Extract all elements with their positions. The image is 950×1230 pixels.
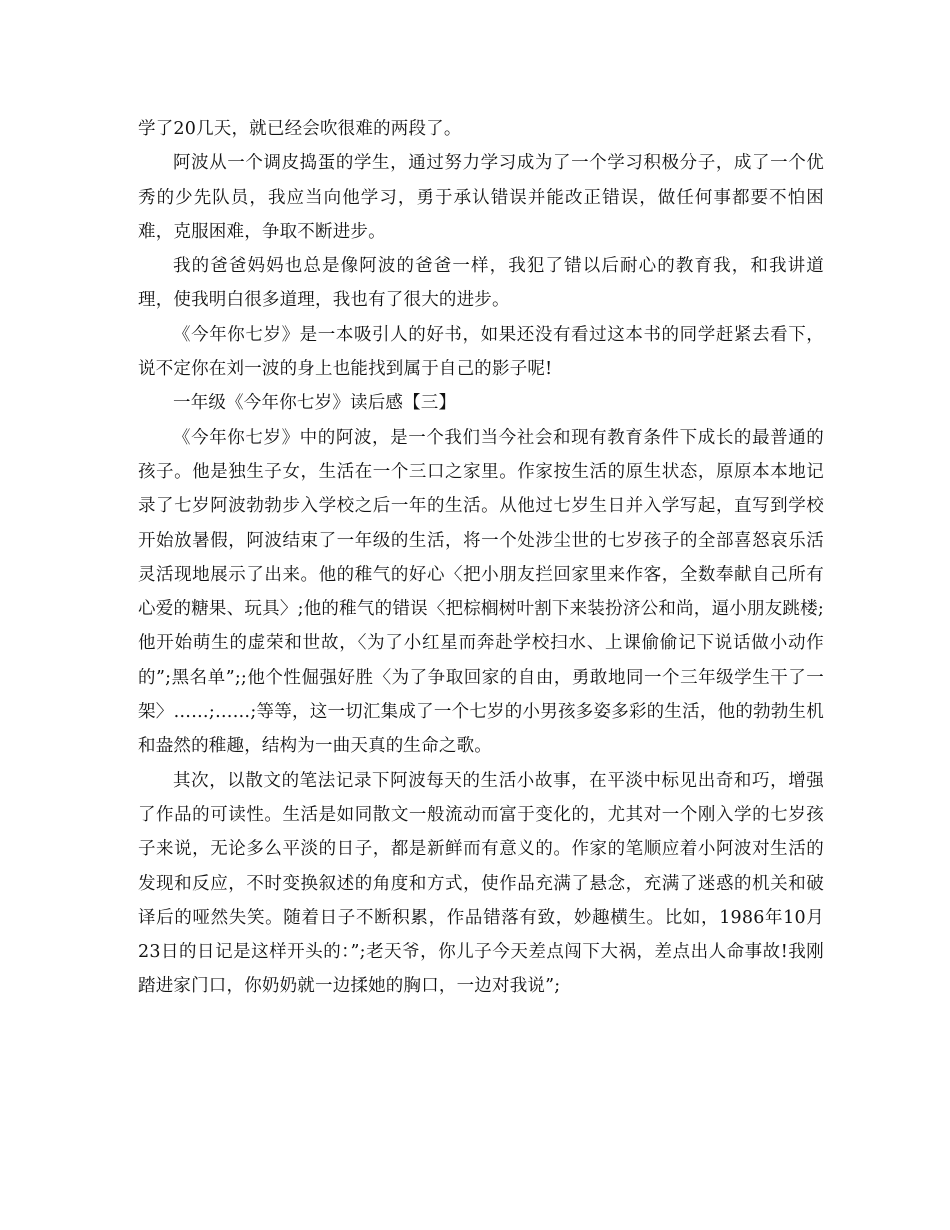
paragraph: 其次，以散文的笔法记录下阿波每天的生活小故事，在平淡中标见出奇和巧，增强了作品的可读性。生活是如同散文一般流动而富于变化的，尤其对一个刚入学的七岁孩子来说，无论多么平淡的日子，都是新鲜而有意义的。作家的笔顺应着小阿波对生活的发现和反应，不时变换叙述的角度和方式，使作品充满了悬念，充满了迷惑的机关和破译后的哑然失笑。随着日子不断积累，作品错落有致，妙趣横生。比如，1986年10月23日的日记是这样开头的：”;老天爷，你儿子今天差点闯下大祸，差点出人命事故!我刚踏进家门口，你奶奶就一边揉她的胸口，一边对我说”; <box>138 770 824 997</box>
paragraph: 我的爸爸妈妈也总是像阿波的爸爸一样，我犯了错以后耐心的教育我，和我讲道理，使我明白很多道理，我也有了很大的进步。 <box>138 256 824 311</box>
document-body <box>138 112 824 1004</box>
section-heading: 一年级《今年你七岁》读后感【三】 <box>173 393 457 414</box>
paragraph-continued: 学了20几天，就已经会吹很难的两段了。 <box>138 119 462 139</box>
paragraph: 《今年你七岁》是一本吸引人的好书，如果还没有看过这本书的同学赶紧去看下，说不定你在刘一波的身上也能找到属于自己的影子呢! <box>138 324 824 380</box>
paragraph: 阿波从一个调皮捣蛋的学生，通过努力学习成为了一个学习积极分子，成了一个优秀的少先队员，我应当向他学习，勇于承认错误并能改正错误，做任何事都要不怕困难，克服困难，争取不断进步。 <box>138 153 824 242</box>
paragraph: 《今年你七岁》中的阿波，是一个我们当今社会和现有教育条件下成长的最普通的孩子。他是独生子女，生活在一个三口之家里。作家按生活的原生状态，原原本本地记录了七岁阿波勃勃步入学校之后一年的生活。从他过七岁生日并入学写起，直写到学校开始放暑假，阿波结束了一年级的生活，将一个处涉尘世的七岁孩子的全部喜怒哀乐活灵活现地展示了出来。他的稚气的好心〈把小朋友拦回家里来作客，全数奉献自己所有心爱的糖果、玩具〉;他的稚气的错误〈把棕榈树叶割下来装扮济公和尚，逼小朋友跳楼;他开始萌生的虚荣和世故，〈为了小红星而奔赴学校扫水、上课偷偷记下说话做小动作的”;黑名单”;;他个性倔强好胜〈为了争取回家的自由，勇敢地同一个三年级学生干了一架〉……;……;等等，这一切汇集成了一个七岁的小男孩多姿多彩的生活，他的勃勃生机和盎然的稚趣，结构为一曲天真的生命之歌。 <box>138 427 824 757</box>
